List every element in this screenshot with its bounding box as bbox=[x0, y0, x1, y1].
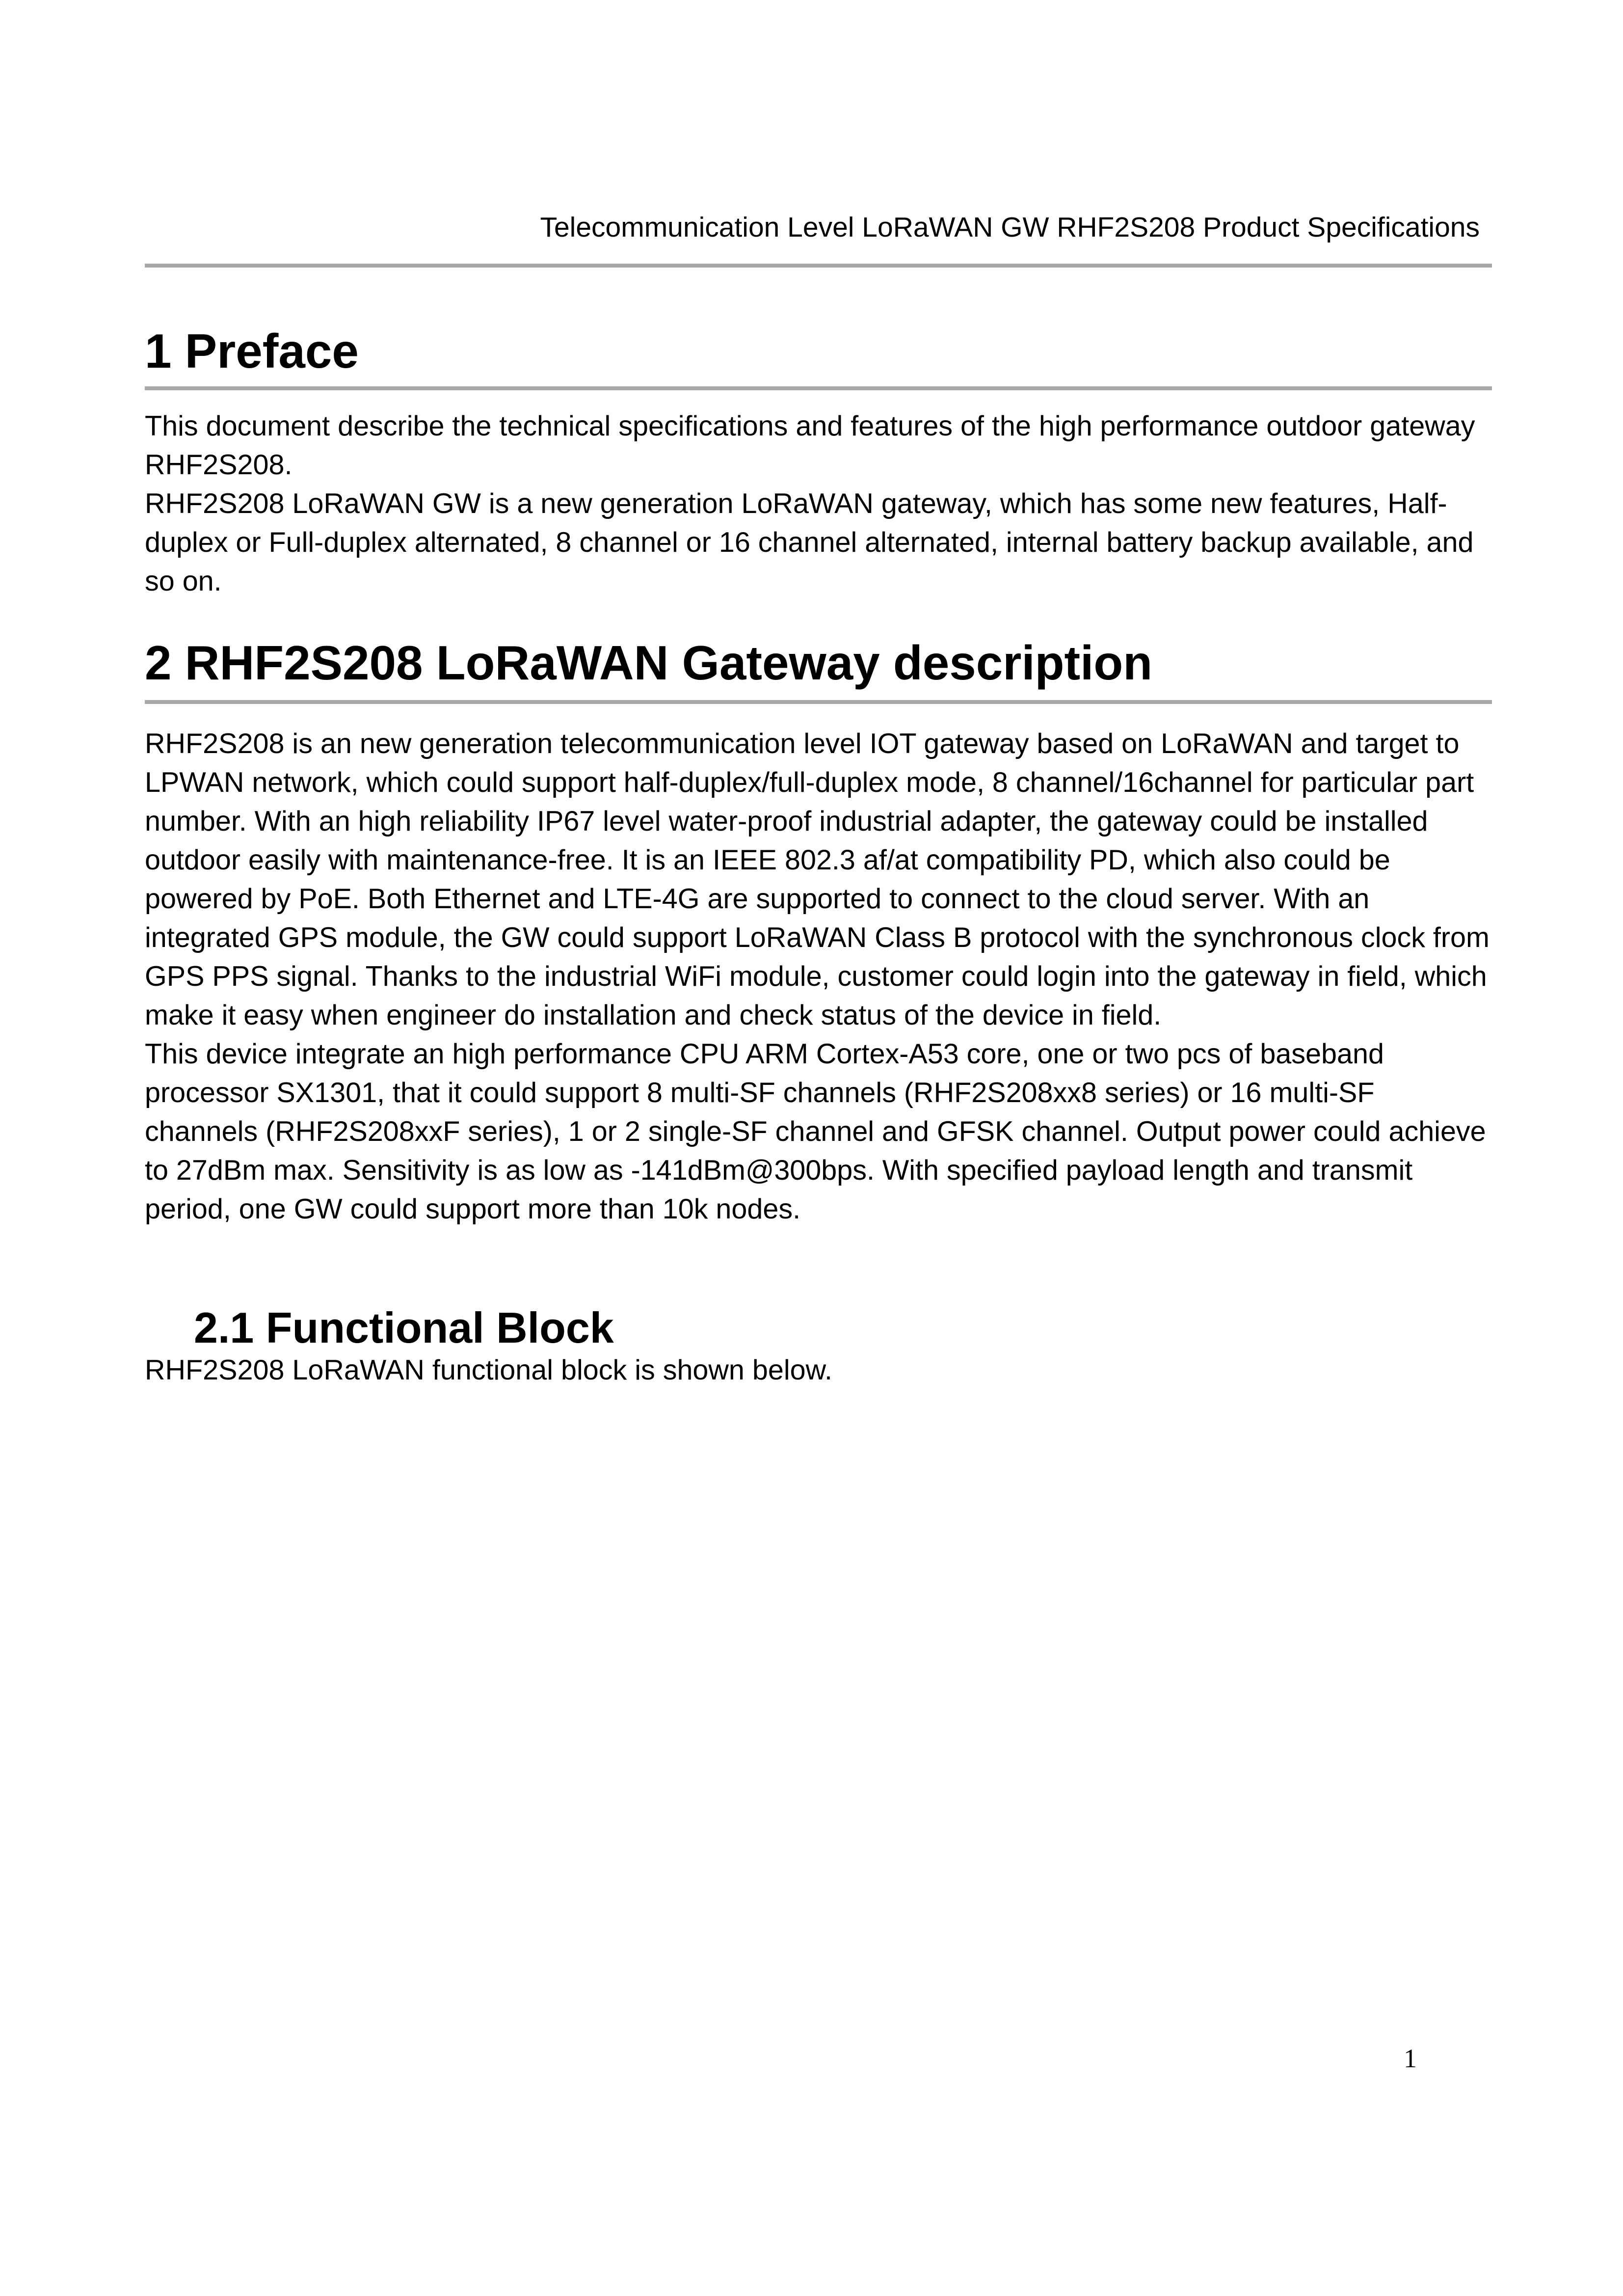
functional-block-paragraph: RHF2S208 LoRaWAN functional block is shown below. bbox=[145, 1354, 832, 1386]
preface-paragraph-2: RHF2S208 LoRaWAN GW is a new generation LoRaWAN gateway, which has some new features, Half-duplex or Full-duplex alternated, 8 channel or 16 channel alternated, internal battery backup available, and so on. bbox=[145, 488, 1474, 597]
section-description bbox=[145, 633, 1492, 1229]
running-header: Telecommunication Level LoRaWAN GW RHF2S208 Product Specifications bbox=[540, 212, 1480, 243]
heading-description: 2 RHF2S208 LoRaWAN Gateway description bbox=[145, 636, 1153, 690]
heading-preface: 1 Preface bbox=[145, 324, 359, 378]
preface-paragraph-1: This document describe the technical specifications and features of the high performance outdoor gateway RHF2S208. bbox=[145, 410, 1475, 481]
heading-rule bbox=[145, 700, 1492, 704]
section-preface bbox=[145, 322, 1492, 601]
section-functional-block bbox=[145, 1301, 1492, 1390]
description-paragraph-1: RHF2S208 is an new generation telecommunication level IOT gateway based on LoRaWAN and target to LPWAN network, which could support half-duplex/full-duplex mode, 8 channel/16channel for particular part number. With an high reliability IP67 level water-proof industrial adapter, the gateway could be installed outdoor easily with maintenance-free. It is an IEEE 802.3 af/at compatibility PD, which also could be powered by PoE. Both Ethernet and LTE-4G are supported to connect to the cloud server. With an integrated GPS module, the GW could support LoRaWAN Class B protocol with the synchronous clock from GPS PPS signal. Thanks to the industrial WiFi module, customer could login into the gateway in field, which make it easy when engineer do installation and check status of the device in field. bbox=[145, 728, 1490, 1031]
header-rule bbox=[145, 264, 1492, 268]
heading-rule bbox=[145, 386, 1492, 390]
description-paragraph-2: This device integrate an high performance CPU ARM Cortex-A53 core, one or two pcs of baseband processor SX1301, that it could support 8 multi-SF channels (RHF2S208xx8 series) or 16 multi-SF channels (RHF2S208xxF series), 1 or 2 single-SF channel and GFSK channel. Output power could achieve to 27dBm max. Sensitivity is as low as -141dBm@300bps. With specified payload length and transmit period, one GW could support more than 10k nodes. bbox=[145, 1038, 1486, 1225]
heading-functional-block: 2.1 Functional Block bbox=[194, 1303, 614, 1352]
page-number: 1 bbox=[1404, 2044, 1417, 2073]
